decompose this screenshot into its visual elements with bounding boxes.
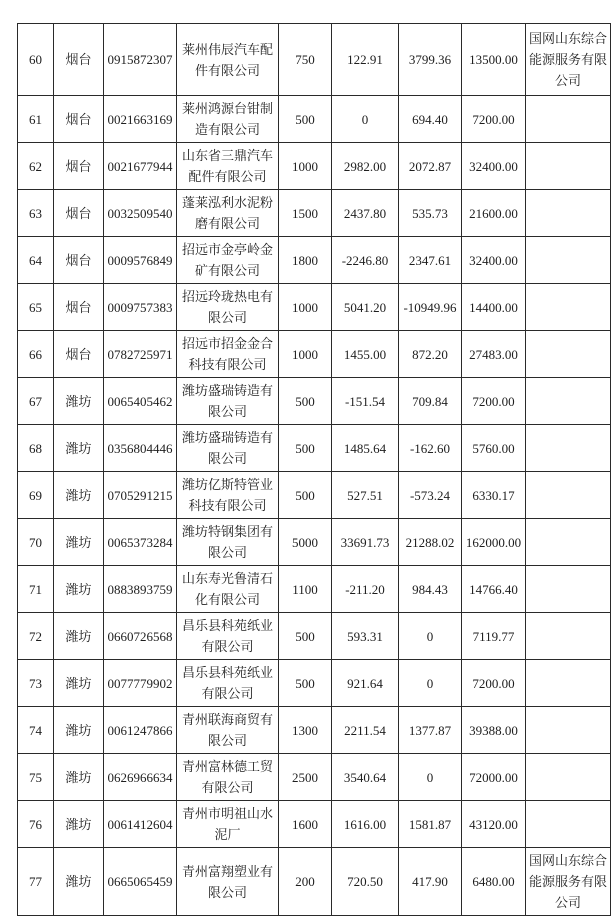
cell-service-company <box>526 801 611 848</box>
table-row <box>18 143 611 190</box>
cell-company: 潍坊特钢集团有限公司 <box>177 519 279 566</box>
cell-company: 青州富翔塑业有限公司 <box>177 848 279 916</box>
cell-seq: 69 <box>18 472 54 519</box>
cell-value1: 1485.64 <box>332 425 399 472</box>
cell-seq: 75 <box>18 754 54 801</box>
cell-amount: 43120.00 <box>462 801 526 848</box>
cell-value2: 984.43 <box>399 566 462 613</box>
cell-value1: 921.64 <box>332 660 399 707</box>
cell-seq: 60 <box>18 24 54 96</box>
cell-account: 0356804446 <box>104 425 177 472</box>
cell-amount: 7200.00 <box>462 378 526 425</box>
cell-company: 招远市金亭岭金矿有限公司 <box>177 237 279 284</box>
cell-company: 青州富林德工贸有限公司 <box>177 754 279 801</box>
cell-capacity: 1300 <box>279 707 332 754</box>
cell-account: 0061412604 <box>104 801 177 848</box>
cell-capacity: 2500 <box>279 754 332 801</box>
cell-company: 招远市招金金合科技有限公司 <box>177 331 279 378</box>
cell-value2: 0 <box>399 754 462 801</box>
cell-value1: 122.91 <box>332 24 399 96</box>
cell-value2: 0 <box>399 613 462 660</box>
cell-capacity: 1000 <box>279 284 332 331</box>
cell-company: 青州联海商贸有限公司 <box>177 707 279 754</box>
cell-value2: 1377.87 <box>399 707 462 754</box>
cell-account: 0009576849 <box>104 237 177 284</box>
cell-value1: -211.20 <box>332 566 399 613</box>
cell-value1: 33691.73 <box>332 519 399 566</box>
cell-value2: 1581.87 <box>399 801 462 848</box>
table-row <box>18 519 611 566</box>
cell-city: 烟台 <box>54 143 104 190</box>
cell-seq: 77 <box>18 848 54 916</box>
cell-value2: 0 <box>399 660 462 707</box>
cell-company: 昌乐县科苑纸业有限公司 <box>177 613 279 660</box>
cell-capacity: 1800 <box>279 237 332 284</box>
cell-city: 潍坊 <box>54 707 104 754</box>
table-body <box>18 24 611 916</box>
cell-value1: 0 <box>332 96 399 143</box>
cell-city: 烟台 <box>54 190 104 237</box>
cell-city: 潍坊 <box>54 566 104 613</box>
cell-city: 潍坊 <box>54 754 104 801</box>
cell-account: 0061247866 <box>104 707 177 754</box>
cell-capacity: 500 <box>279 472 332 519</box>
table-row <box>18 754 611 801</box>
cell-value2: -162.60 <box>399 425 462 472</box>
cell-city: 烟台 <box>54 284 104 331</box>
cell-value1: 1455.00 <box>332 331 399 378</box>
cell-capacity: 500 <box>279 378 332 425</box>
cell-seq: 62 <box>18 143 54 190</box>
cell-capacity: 200 <box>279 848 332 916</box>
table-row <box>18 237 611 284</box>
cell-value1: 2982.00 <box>332 143 399 190</box>
cell-seq: 65 <box>18 284 54 331</box>
cell-city: 烟台 <box>54 24 104 96</box>
cell-account: 0065373284 <box>104 519 177 566</box>
cell-seq: 74 <box>18 707 54 754</box>
cell-company: 莱州鸿源台钳制造有限公司 <box>177 96 279 143</box>
cell-value2: 2072.87 <box>399 143 462 190</box>
cell-company: 招远玲珑热电有限公司 <box>177 284 279 331</box>
cell-capacity: 500 <box>279 660 332 707</box>
table-row <box>18 425 611 472</box>
cell-account: 0065405462 <box>104 378 177 425</box>
cell-seq: 76 <box>18 801 54 848</box>
table-row <box>18 566 611 613</box>
cell-account: 0032509540 <box>104 190 177 237</box>
table-row <box>18 848 611 916</box>
cell-service-company <box>526 519 611 566</box>
cell-account: 0626966634 <box>104 754 177 801</box>
cell-service-company <box>526 284 611 331</box>
cell-amount: 7200.00 <box>462 660 526 707</box>
cell-account: 0021663169 <box>104 96 177 143</box>
cell-amount: 14766.40 <box>462 566 526 613</box>
cell-account: 0660726568 <box>104 613 177 660</box>
cell-capacity: 1500 <box>279 190 332 237</box>
cell-capacity: 1000 <box>279 143 332 190</box>
cell-service-company <box>526 190 611 237</box>
cell-value1: 2437.80 <box>332 190 399 237</box>
cell-amount: 6480.00 <box>462 848 526 916</box>
cell-value1: 593.31 <box>332 613 399 660</box>
cell-seq: 67 <box>18 378 54 425</box>
billing-table <box>17 23 611 916</box>
cell-city: 潍坊 <box>54 519 104 566</box>
cell-city: 烟台 <box>54 331 104 378</box>
cell-service-company <box>526 472 611 519</box>
cell-service-company <box>526 754 611 801</box>
cell-service-company <box>526 96 611 143</box>
cell-company: 潍坊盛瑞铸造有限公司 <box>177 378 279 425</box>
cell-service-company: 国网山东综合能源服务有限公司 <box>526 24 611 96</box>
cell-company: 山东省三鼎汽车配件有限公司 <box>177 143 279 190</box>
cell-company: 青州市明祖山水泥厂 <box>177 801 279 848</box>
cell-seq: 73 <box>18 660 54 707</box>
cell-account: 0077779902 <box>104 660 177 707</box>
table-row <box>18 613 611 660</box>
table-row <box>18 378 611 425</box>
cell-service-company <box>526 707 611 754</box>
document-page <box>17 23 611 916</box>
cell-value1: -2246.80 <box>332 237 399 284</box>
cell-service-company <box>526 566 611 613</box>
cell-value2: 3799.36 <box>399 24 462 96</box>
cell-value1: 3540.64 <box>332 754 399 801</box>
cell-city: 潍坊 <box>54 425 104 472</box>
cell-value2: 872.20 <box>399 331 462 378</box>
cell-service-company <box>526 378 611 425</box>
cell-seq: 61 <box>18 96 54 143</box>
cell-seq: 71 <box>18 566 54 613</box>
table-row <box>18 284 611 331</box>
cell-account: 0782725971 <box>104 331 177 378</box>
table-row <box>18 707 611 754</box>
cell-amount: 14400.00 <box>462 284 526 331</box>
table-row <box>18 801 611 848</box>
cell-account: 0915872307 <box>104 24 177 96</box>
cell-value2: 417.90 <box>399 848 462 916</box>
cell-amount: 21600.00 <box>462 190 526 237</box>
table-row <box>18 472 611 519</box>
cell-value2: 694.40 <box>399 96 462 143</box>
cell-seq: 64 <box>18 237 54 284</box>
cell-capacity: 500 <box>279 96 332 143</box>
table-row <box>18 660 611 707</box>
cell-value1: -151.54 <box>332 378 399 425</box>
cell-account: 0021677944 <box>104 143 177 190</box>
table-row <box>18 190 611 237</box>
cell-account: 0705291215 <box>104 472 177 519</box>
cell-amount: 72000.00 <box>462 754 526 801</box>
cell-capacity: 1100 <box>279 566 332 613</box>
cell-value1: 527.51 <box>332 472 399 519</box>
cell-company: 潍坊亿斯特管业科技有限公司 <box>177 472 279 519</box>
cell-city: 烟台 <box>54 237 104 284</box>
cell-amount: 39388.00 <box>462 707 526 754</box>
cell-amount: 5760.00 <box>462 425 526 472</box>
cell-amount: 32400.00 <box>462 237 526 284</box>
cell-amount: 7200.00 <box>462 96 526 143</box>
table-row <box>18 24 611 96</box>
cell-value2: -10949.96 <box>399 284 462 331</box>
cell-amount: 7119.77 <box>462 613 526 660</box>
cell-seq: 68 <box>18 425 54 472</box>
cell-service-company <box>526 425 611 472</box>
cell-value2: 21288.02 <box>399 519 462 566</box>
cell-company: 蓬莱泓利水泥粉磨有限公司 <box>177 190 279 237</box>
cell-capacity: 750 <box>279 24 332 96</box>
cell-city: 潍坊 <box>54 660 104 707</box>
cell-city: 潍坊 <box>54 378 104 425</box>
cell-capacity: 500 <box>279 425 332 472</box>
cell-amount: 32400.00 <box>462 143 526 190</box>
cell-capacity: 1000 <box>279 331 332 378</box>
cell-value2: 535.73 <box>399 190 462 237</box>
cell-value2: 709.84 <box>399 378 462 425</box>
cell-amount: 13500.00 <box>462 24 526 96</box>
cell-service-company <box>526 143 611 190</box>
cell-value1: 2211.54 <box>332 707 399 754</box>
cell-value1: 720.50 <box>332 848 399 916</box>
cell-seq: 70 <box>18 519 54 566</box>
cell-capacity: 1600 <box>279 801 332 848</box>
table-row <box>18 96 611 143</box>
table-row <box>18 331 611 378</box>
cell-seq: 72 <box>18 613 54 660</box>
cell-service-company <box>526 660 611 707</box>
cell-amount: 6330.17 <box>462 472 526 519</box>
cell-service-company: 国网山东综合能源服务有限公司 <box>526 848 611 916</box>
cell-company: 山东寿光鲁清石化有限公司 <box>177 566 279 613</box>
cell-seq: 66 <box>18 331 54 378</box>
cell-amount: 27483.00 <box>462 331 526 378</box>
cell-company: 昌乐县科苑纸业有限公司 <box>177 660 279 707</box>
cell-value1: 5041.20 <box>332 284 399 331</box>
cell-capacity: 500 <box>279 613 332 660</box>
cell-city: 潍坊 <box>54 848 104 916</box>
cell-city: 烟台 <box>54 96 104 143</box>
cell-company: 莱州伟辰汽车配件有限公司 <box>177 24 279 96</box>
cell-service-company <box>526 237 611 284</box>
cell-amount: 162000.00 <box>462 519 526 566</box>
cell-capacity: 5000 <box>279 519 332 566</box>
cell-city: 潍坊 <box>54 472 104 519</box>
cell-account: 0009757383 <box>104 284 177 331</box>
cell-account: 0665065459 <box>104 848 177 916</box>
cell-seq: 63 <box>18 190 54 237</box>
cell-value2: 2347.61 <box>399 237 462 284</box>
cell-service-company <box>526 613 611 660</box>
cell-value1: 1616.00 <box>332 801 399 848</box>
cell-account: 0883893759 <box>104 566 177 613</box>
cell-value2: -573.24 <box>399 472 462 519</box>
cell-company: 潍坊盛瑞铸造有限公司 <box>177 425 279 472</box>
cell-city: 潍坊 <box>54 801 104 848</box>
cell-city: 潍坊 <box>54 613 104 660</box>
cell-service-company <box>526 331 611 378</box>
